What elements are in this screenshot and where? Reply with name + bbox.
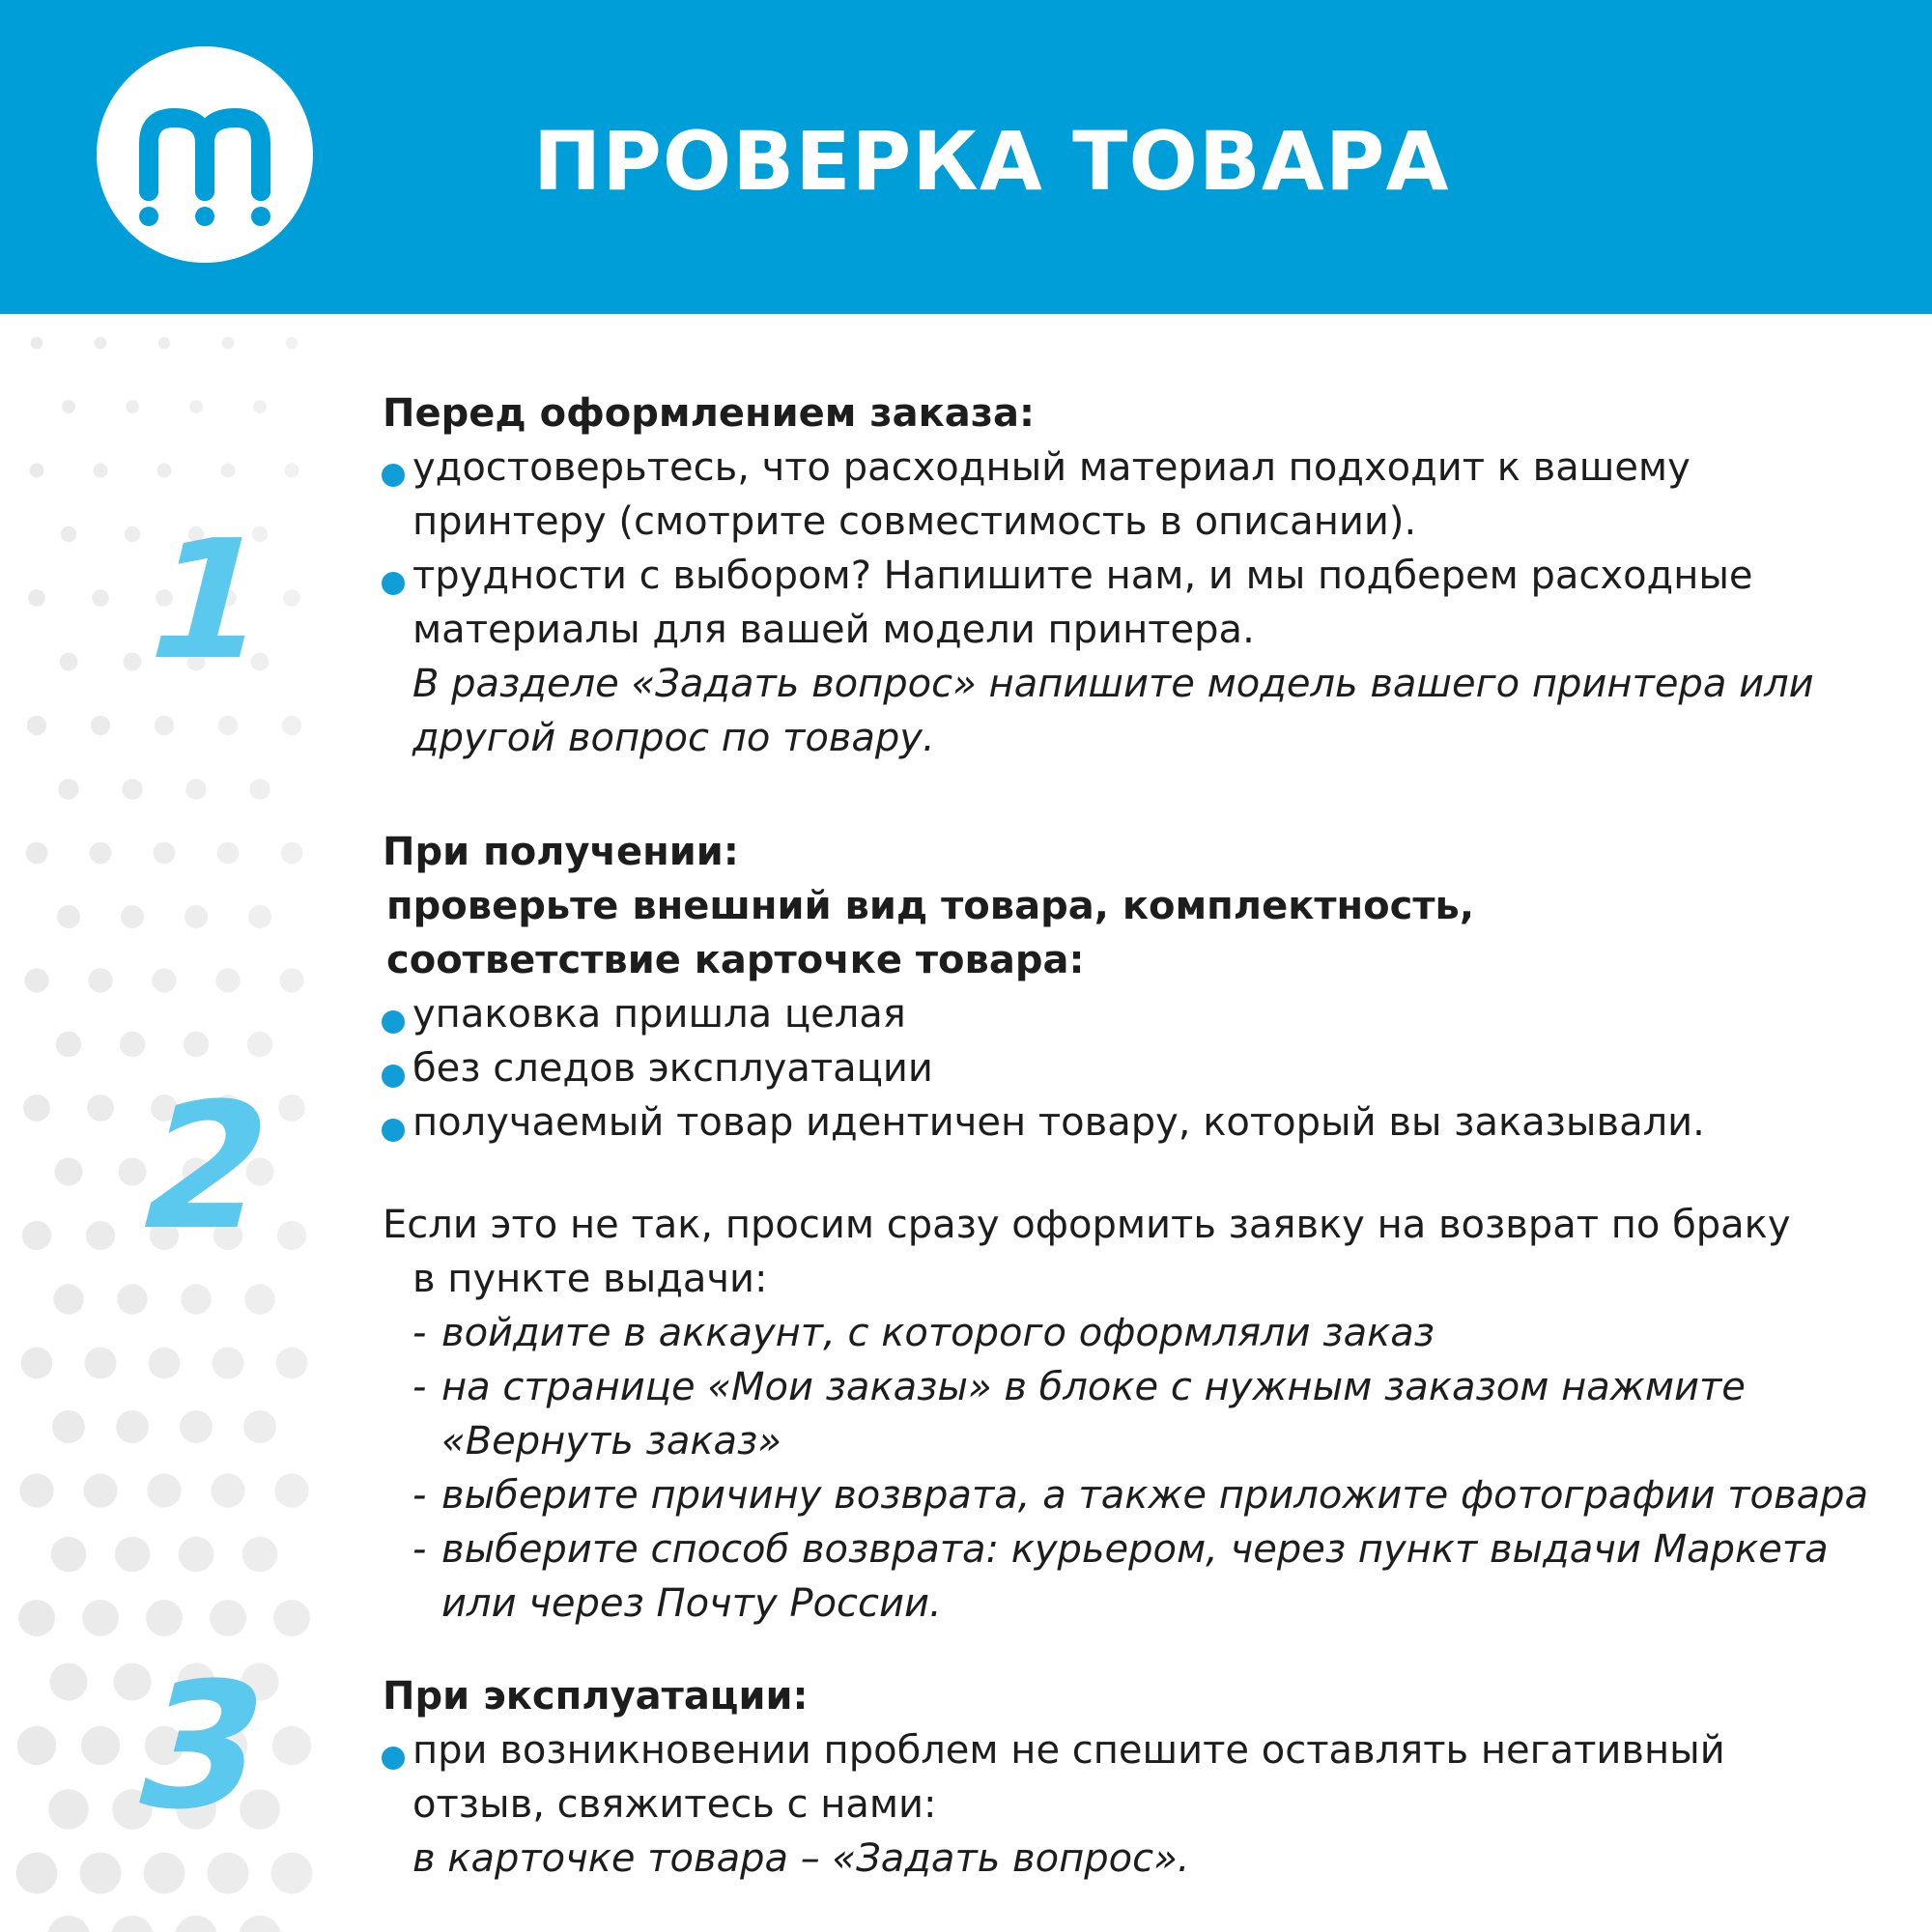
section2-bullet3: получаемый товар идентичен товару, который вы заказывали. <box>412 1100 1705 1145</box>
section2-step3: выберите причину возврата, а также приложите фотографии товара <box>441 1473 1869 1518</box>
bullet-icon <box>382 1065 405 1088</box>
step-number-2: 2 <box>120 1065 293 1269</box>
section3-heading: При эксплуатации: <box>383 1674 809 1719</box>
section2-if-line2: в пункте выдачи: <box>412 1257 768 1301</box>
section2-sub-line1: проверьте внешний вид товара, комплектность, <box>386 884 1475 928</box>
section2-if-line1: Если это не так, просим сразу оформить заявку на возврат по браку <box>383 1203 1791 1247</box>
bullet-icon <box>382 1747 405 1770</box>
dash: - <box>412 1365 427 1409</box>
step-number-3: 3 <box>116 1645 288 1849</box>
section2-step4-line1: выберите способ возврата: курьером, через пункт выдачи Маркета <box>441 1527 1829 1572</box>
section1-note-line2: другой вопрос по товару. <box>412 716 935 760</box>
section3-note: в карточке товара – «Задать вопрос». <box>412 1836 1190 1881</box>
bullet-icon <box>382 464 405 487</box>
section2-step4-line2: или через Почту России. <box>441 1581 942 1626</box>
section1-bullet2-line1: трудности с выбором? Напишите нам, и мы подберем расходные <box>412 554 1753 598</box>
bullet-icon <box>382 572 405 595</box>
section3-bullet1-line2: отзыв, свяжитесь с нами: <box>412 1782 937 1827</box>
section2-step2-line2: «Вернуть заказ» <box>441 1419 781 1463</box>
section1-bullet1-line1: удостоверьтесь, что расходный материал подходит к вашему <box>412 445 1690 490</box>
section2-heading: При получении: <box>383 830 739 874</box>
section2-step2-line1: на странице «Мои заказы» в блоке с нужным заказом нажмите <box>441 1365 1746 1409</box>
section2-sub-line2: соответствие карточке товара: <box>386 938 1085 982</box>
section1-bullet2-line2: материалы для вашей модели принтера. <box>412 608 1255 652</box>
bullet-icon <box>382 1010 405 1034</box>
step-number-1: 1 <box>127 504 289 696</box>
dash: - <box>412 1311 427 1355</box>
step-numbers <box>0 0 328 1932</box>
section1-bullet1-line2: принтеру (смотрите совместимость в описании). <box>412 499 1417 544</box>
section3-bullet1-line1: при возникновении проблем не спешите оставлять негативный <box>412 1728 1725 1773</box>
section2-bullet1: упаковка пришла целая <box>412 992 906 1037</box>
page-title: ПРОВЕРКА ТОВАРА <box>533 114 1450 209</box>
dash: - <box>412 1473 427 1518</box>
section2-bullet2: без следов эксплуатации <box>412 1046 933 1091</box>
section1-note-line1: В разделе «Задать вопрос» напишите модель вашего принтера или <box>412 662 1814 706</box>
dash: - <box>412 1527 427 1572</box>
section1-heading: Перед оформлением заказа: <box>383 391 1036 436</box>
bullet-icon <box>382 1119 405 1142</box>
section2-step1: войдите в аккаунт, с которого оформляли заказ <box>441 1311 1435 1355</box>
